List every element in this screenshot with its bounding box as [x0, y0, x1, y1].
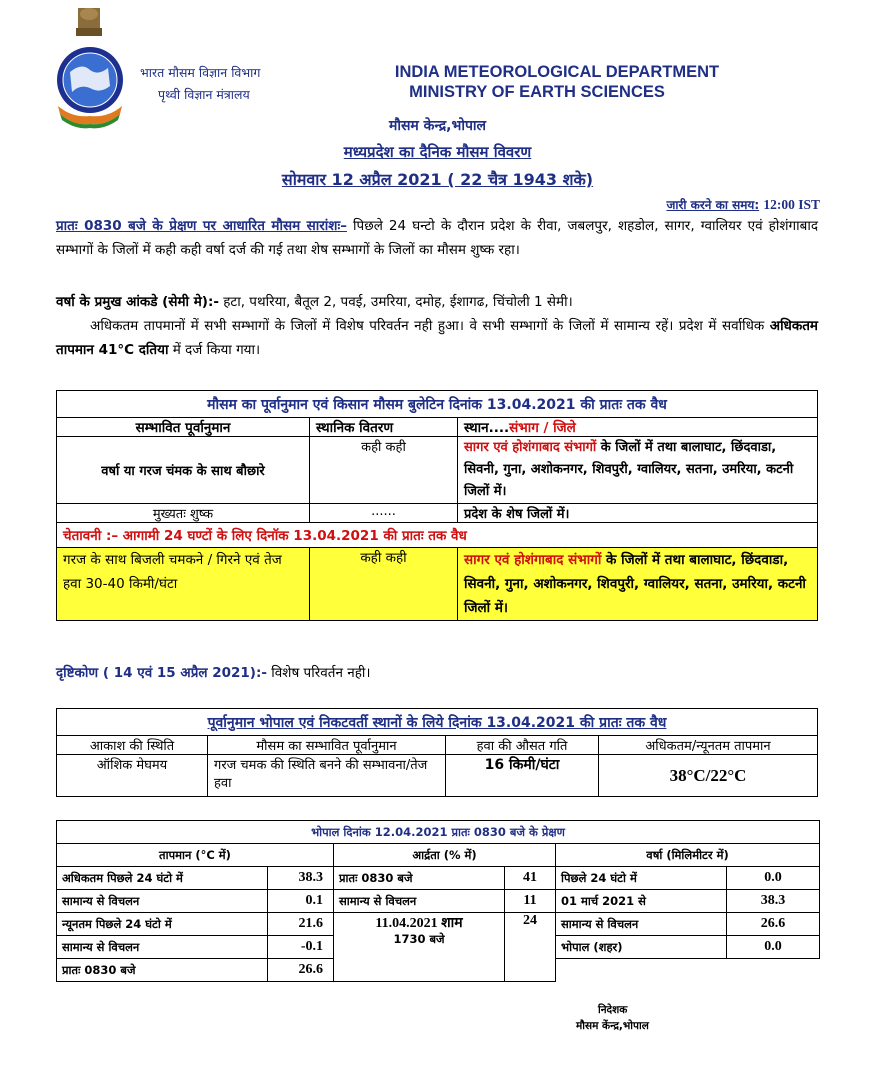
warning-place [458, 548, 818, 621]
outlook [56, 663, 371, 681]
sky-value: ऑशिक मेघमय [57, 755, 208, 797]
temperature-summary [56, 314, 818, 362]
obs-hum-evening-date: 11.04.2021 शाम [375, 916, 463, 931]
obs-temp-label: सामान्य से विचलन [57, 890, 268, 913]
obs-rain-label: सामान्य से विचलन [556, 913, 727, 936]
forecast-table-title: मौसम का पूर्वानुमान एवं किसान मौसम बुलेटिन दिनांक 13.04.2021 की प्रातः तक वैध [57, 391, 818, 418]
h-temp: अधिकतम/न्यूनतम तापमान [599, 736, 818, 755]
obs-hum-evening-time: 1730 बजे [393, 932, 445, 946]
obs-rain-value: 0.0 [727, 936, 820, 959]
outlook-label: दृष्टिकोण ( 14 एवं 15 अप्रैल 2021):- [56, 665, 267, 681]
summary-label: प्रातः 0830 बजे के प्रेक्षण पर आधारित मौसम सारांशः– [56, 218, 347, 234]
obs-hum-value: 11 [505, 890, 556, 913]
obs-temp-label: प्रातः 0830 बजे [57, 959, 268, 982]
h-sky: आकाश की स्थिति [57, 736, 208, 755]
obs-hum-value: 41 [505, 867, 556, 890]
obs-title: भोपाल दिनांक 12.04.2021 प्रातः 0830 बजे के प्रेक्षण [57, 821, 820, 844]
hindi-org-name [140, 62, 260, 106]
obs-temp-value: 38.3 [268, 867, 334, 890]
col-distribution-header: स्थानिक वितरण [310, 418, 458, 437]
issue-label: जारी करने का समय: [666, 198, 760, 212]
warning-distribution: कही कही [310, 548, 458, 621]
issue-time: 12:00 IST [763, 197, 820, 212]
warning-heading: चेतावनी :– आगामी 24 घण्टों के लिए दिनॉक 13.04.2021 की प्रातः तक वैध [57, 523, 818, 548]
signature-office: मौसम केंन्द्र,भोपाल [576, 1020, 649, 1032]
obs-temp-value: 0.1 [268, 890, 334, 913]
obs-temp-label: न्यूनतम पिछले 24 घंटो में [57, 913, 268, 936]
row2-place: प्रदेश के शेष जिलों में। [458, 504, 818, 523]
english-org-name [352, 62, 762, 102]
obs-temp-value: 26.6 [268, 959, 334, 982]
col-place-header-b: संभाग / जिले [509, 420, 576, 436]
obs-temp-value: -0.1 [268, 936, 334, 959]
h-weather: मौसम का सम्भावित पूर्वानुमान [208, 736, 446, 755]
wind-value: 16 किमी/घंटा [446, 755, 599, 797]
obs-temp-label: सामान्य से विचलन [57, 936, 268, 959]
signature-block [576, 1002, 649, 1034]
weather-value: गरज चमक की स्थिति बनने की सम्भावना/तेज हवा [208, 755, 446, 797]
row1-place [458, 437, 818, 504]
temp-max-highlight: अधिकतम तापमान 41°C दतिया [56, 318, 818, 358]
issue-time-line [666, 196, 820, 213]
obs-rain-label: पिछले 24 घंटो में [556, 867, 727, 890]
bhopal-forecast-table [56, 708, 818, 797]
row1-forecast: वर्षा या गरज चंमक के साथ बौछारे [57, 437, 310, 504]
obs-humidity-header: आर्द्रता (% में) [334, 844, 556, 867]
rain-data [56, 290, 818, 314]
weather-summary [56, 214, 818, 262]
row2-distribution: ...... [310, 504, 458, 523]
h-wind: हवा की औसत गति [446, 736, 599, 755]
forecast-table [56, 390, 818, 621]
signature-title: निदेशक [598, 1004, 628, 1016]
bhopal-forecast-title: पूर्वानुमान भोपाल एवं निकटवर्ती स्थानों के लिये दिनांक 13.04.2021 की प्रातः तक वैध [57, 709, 818, 736]
row1-distribution: कही कही [310, 437, 458, 504]
warning-forecast: गरज के साथ बिजली चमकने / गिरने एवं तेज हवा 30-40 किमी/घंटा [57, 548, 310, 621]
col-forecast-header: सम्भावित पूर्वानुमान [57, 418, 310, 437]
obs-rain-value: 38.3 [727, 890, 820, 913]
report-title: मध्यप्रदेश का दैनिक मौसम विवरण [343, 143, 532, 161]
bhopal-observations-table [56, 820, 820, 982]
obs-rain-value: 0.0 [727, 867, 820, 890]
summary-text: पिछले 24 घन्टो के दौरान प्रदेश के रीवा, जबलपुर, शहडोल, सागर, ग्वालियर एवं होशंगाबाद सम्भागों के जिलों में कही कही वर्षा दर्ज की गई तथा शेष सम्भागों के जिलों का मौसम शुष्क रहा। [56, 218, 818, 258]
obs-rain-value: 26.6 [727, 913, 820, 936]
row2-forecast: मुख्यतः शुष्क [57, 504, 310, 523]
col-place-header-a: स्थान.... [464, 420, 510, 436]
imd-emblem-logo [48, 6, 132, 132]
obs-temp-header: तापमान (°C में) [57, 844, 334, 867]
obs-hum-evening-value: 24 [505, 913, 556, 982]
temp-value: 38°C/22°C [599, 755, 818, 797]
eng-org-line2: MINISTRY OF EARTH SCIENCES [409, 83, 665, 101]
hindi-org-line1: भारत मौसम विज्ञान विभाग [140, 65, 261, 80]
obs-rain-label: 01 मार्च 2021 से [556, 890, 727, 913]
rain-label: वर्षा के प्रमुख आंकडे (सेमी मे):- [56, 294, 219, 310]
obs-hum-label: प्रातः 0830 बजे [334, 867, 505, 890]
row1-place-rest: के जिलों में तथा बालाघाट, छिंदवाडा, सिवनी, गुना, अशोकनगर, शिवपुरी, ग्वालियर, सतना, उमरिया, कटनी जिलों में। [464, 440, 794, 499]
obs-temp-label: अधिकतम पिछले 24 घंटो में [57, 867, 268, 890]
temp-text-2: में दर्ज किया गया। [168, 342, 261, 358]
centre-name: मौसम केन्द्र,भोपाल [388, 118, 487, 134]
col-place-header [458, 418, 818, 437]
rain-text: हटा, पथरिया, बैतूल 2, पवई, उमरिया, दमोह, ईशागढ, चिंचोली 1 सेमी। [218, 294, 573, 310]
warning-place-rest: के जिलों में तथा बालाघाट, छिंदवाडा, सिवनी, गुना, अशोकनगर, शिवपुरी, ग्वालियर, सतना, उमरिया, कटनी जिलों में। [464, 552, 806, 616]
obs-temp-value: 21.6 [268, 913, 334, 936]
temp-text-1: अधिकतम तापमानों में सभी सम्भागों के जिलों में विशेष परिवर्तन नही हुआ। वे सभी सम्भागों के जिलों में सामान्य रहें। प्रदेश में सर्वाधिक [90, 318, 770, 334]
obs-hum-evening [334, 913, 505, 982]
warning-place-red: सागर एवं होशंगाबाद संभागों [464, 552, 602, 568]
obs-rain-header: वर्षा (मिलिमीटर में) [556, 844, 820, 867]
hindi-org-line2: पृथ्वी विज्ञान मंत्रालय [158, 87, 250, 102]
report-date: सोमवार 12 अप्रैल 2021 ( 22 चैत्र 1943 शके) [281, 170, 594, 189]
obs-hum-label: सामान्य से विचलन [334, 890, 505, 913]
obs-rain-label: भोपाल (शहर) [556, 936, 727, 959]
outlook-text: विशेष परिवर्तन नही। [266, 665, 371, 681]
eng-org-line1: INDIA METEOROLOGICAL DEPARTMENT [394, 63, 720, 81]
row1-place-red: सागर एवं होशंगाबाद संभागों [464, 440, 597, 455]
obs-empty-cell [556, 959, 820, 982]
